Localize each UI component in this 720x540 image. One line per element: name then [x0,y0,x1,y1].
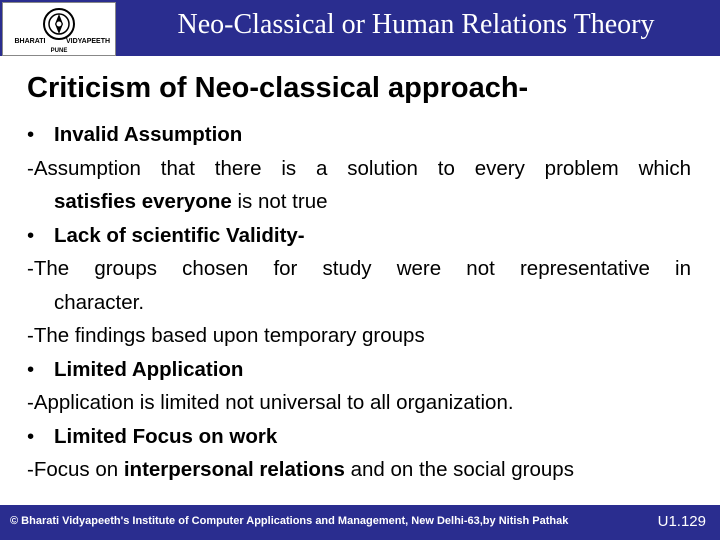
bullet-icon: • [27,357,35,381]
description-text: -Assumption that there is a solution to every problem which [27,156,691,180]
description-text: -The groups chosen for study were not representative in [27,257,691,280]
svg-text:BHARATI: BHARATI [14,38,46,45]
bullet-item [27,219,691,253]
bullet-label: Invalid Assumption [54,123,243,146]
bullet-label: Limited Focus on work [54,424,278,448]
bullet-label: Limited Application [54,357,244,381]
slide-heading: Criticism of Neo-classical approach- [27,72,529,104]
description-text: and on the social groups [344,458,574,481]
description-line [27,152,691,186]
bullet-item [27,353,691,387]
description-text: -The findings based upon temporary groups [27,324,425,347]
description-line [27,252,691,286]
page-number: U1.129 [657,513,706,530]
emphasis-text: interpersonal relations [123,458,345,481]
header-band [0,0,720,59]
institution-logo [2,2,116,56]
bullet-item [27,420,691,454]
emphasis-text: satisfies everyone [54,190,232,213]
bullet-item [27,118,691,152]
footer-band [0,505,720,540]
description-line [27,319,691,353]
description-line [27,386,691,420]
description-text: character. [54,290,145,314]
slide-body [27,118,691,487]
slide-title: Neo-Classical or Human Relations Theory [177,9,655,40]
bullet-icon: • [27,123,35,146]
footer-copyright: © Bharati Vidyapeeth's Institute of Computer Applications and Management, New Delhi-63,by Nitish Pathak [10,515,569,527]
description-line [27,185,691,219]
bullet-icon: • [27,424,35,448]
description-line [27,286,691,320]
description-text: -Focus on [27,458,124,481]
description-text: is not true [231,190,328,213]
description-text: -Application is limited not universal to all organization. [27,391,514,414]
svg-text:VIDYAPEETH: VIDYAPEETH [65,38,111,45]
svg-text:PUNE: PUNE [50,48,68,54]
description-line [27,453,691,487]
bullet-label: Lack of scientific Validity- [54,223,305,247]
bullet-icon: • [27,223,35,247]
